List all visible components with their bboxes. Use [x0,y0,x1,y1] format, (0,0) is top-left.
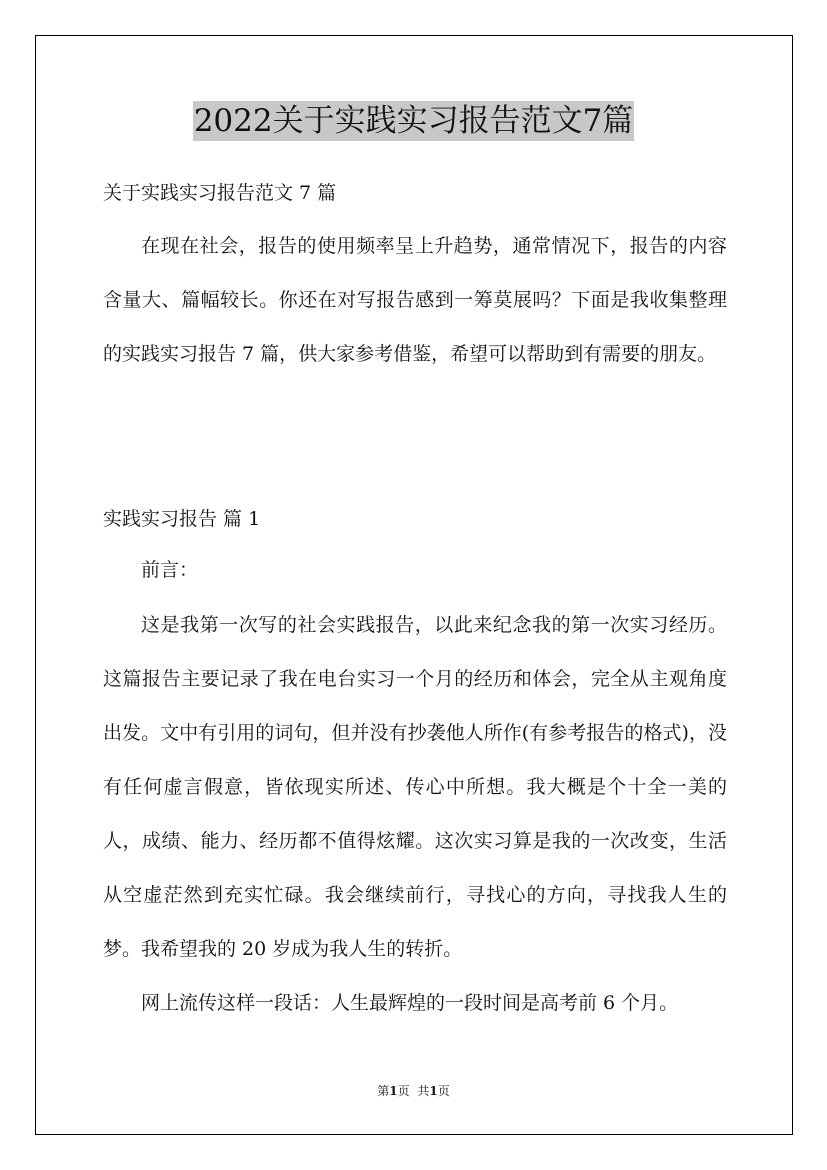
intro-paragraph: 在现在社会，报告的使用频率呈上升趋势，通常情况下，报告的内容含量大、篇幅较长。你还在对写报告感到一筹莫展吗？下面是我收集整理的实践实习报告 7 篇，供大家参考借鉴，希望可以帮助到有需要的朋友。 [103,235,727,365]
document-title: 2022关于实践实习报告范文7篇 [193,103,634,139]
footer-page-number: 1 [389,1084,398,1098]
title-container [0,101,827,141]
footer-page-prefix: 第 [377,1084,390,1098]
section-heading: 实践实习报告 篇 1 [103,508,261,530]
page-footer [0,1083,827,1099]
document-subtitle: 关于实践实习报告范文 7 篇 [103,182,337,204]
body-paragraph-2: 网上流传这样一段话：人生最辉煌的一段时间是高考前 6 个月。 [141,992,679,1014]
footer-total-prefix: 共 [417,1084,430,1098]
footer-total-number: 1 [429,1084,438,1098]
preface-label: 前言： [141,559,199,581]
footer-total-suffix: 页 [437,1084,450,1098]
body-paragraph-1: 这是我第一次写的社会实践报告，以此来纪念我的第一次实习经历。这篇报告主要记录了我在电台实习一个月的经历和体会，完全从主观角度出发。文中有引用的词句，但并没有抄袭他人所作(有参考报告的格式)，没有任何虚言假意，皆依现实所述、传心中所想。我大概是个十全一美的人，成绩、能力、经历都不值得炫耀。这次实习算是我的一次改变，生活从空虚茫然到充实忙碌。我会继续前行，寻找心的方向，寻找我人生的梦。我希望我的 20 岁成为我人生的转折。 [103,614,727,960]
footer-page-suffix: 页 [397,1084,410,1098]
